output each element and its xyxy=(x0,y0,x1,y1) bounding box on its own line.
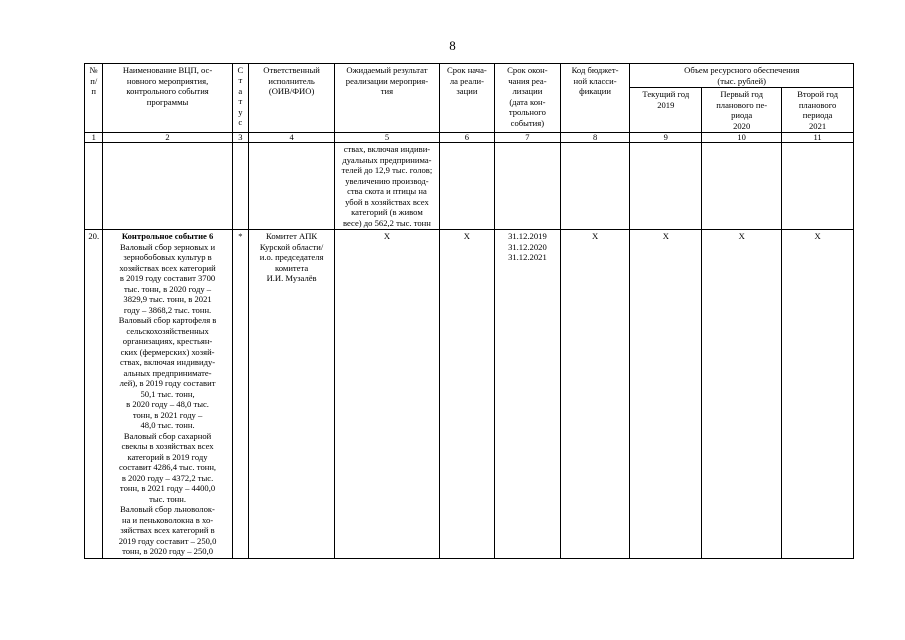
header-year-current: Текущий год 2019 xyxy=(630,88,702,133)
col-num-11: 11 xyxy=(782,133,854,143)
col-num-4: 4 xyxy=(249,133,335,143)
column-number-row xyxy=(85,133,854,143)
header-year-first: Первый год планового пе- риода 2020 xyxy=(702,88,782,133)
page-number: 8 xyxy=(449,38,456,53)
col-num-1: 1 xyxy=(85,133,103,143)
header-year-second: Второй год планового периода 2021 xyxy=(782,88,854,133)
control-event-title: Контрольное событие 6 xyxy=(121,231,214,241)
row-name-cell xyxy=(103,230,232,559)
row-num: 20. xyxy=(85,230,103,559)
header-num: № п/ п xyxy=(85,64,103,133)
col-num-3: 3 xyxy=(232,133,248,143)
header-expected: Ожидаемый результат реализации мероприя- тия xyxy=(335,64,440,133)
col-num-9: 9 xyxy=(630,133,702,143)
header-resources: Объем ресурсного обеспечения (тыс. рублей) xyxy=(630,64,854,88)
row-year-second: Х xyxy=(782,230,854,559)
row-start: Х xyxy=(439,230,494,559)
program-table xyxy=(84,63,854,559)
row-expected: Х xyxy=(335,230,440,559)
row-year-current: Х xyxy=(630,230,702,559)
col-num-6: 6 xyxy=(439,133,494,143)
header-status: С т а т у с xyxy=(232,64,248,133)
continuation-row xyxy=(85,143,854,230)
row-end: 31.12.2019 31.12.2020 31.12.2021 xyxy=(495,230,561,559)
row-budget-code: Х xyxy=(560,230,630,559)
header-start: Срок нача- ла реали- зации xyxy=(439,64,494,133)
col-num-5: 5 xyxy=(335,133,440,143)
col-num-8: 8 xyxy=(560,133,630,143)
row-responsible: Комитет АПК Курской области/ и.о. председателя комитета И.И. Музалёв xyxy=(249,230,335,559)
header-responsible: Ответственный исполнитель (ОИВ/ФИО) xyxy=(249,64,335,133)
col-num-2: 2 xyxy=(103,133,232,143)
row-status: * xyxy=(232,230,248,559)
col-num-7: 7 xyxy=(495,133,561,143)
col-num-10: 10 xyxy=(702,133,782,143)
header-end: Срок окон- чания реа- лизации (дата кон- трольного события) xyxy=(495,64,561,133)
continuation-expected: ствах, включая индиви- дуальных предпринима- телей до 12,9 тыс. голов; увеличению производ- ства скота и птицы на убой в хозяйствах всех категорий (в живом весе) до 562,2 тыс. тонн xyxy=(335,143,440,230)
header-name: Наименование ВЦП, ос- новного мероприятия, контрольного события программы xyxy=(103,64,232,133)
control-event-description: Валовый сбор зерновых и зернобобовых культур в хозяйствах всех категорий в 2019 году составит 3700 тыс. тонн, в 2020 году – 3829,9 тыс. тонн, в 2021 году – 3868,2 тыс. тонн. Валовый сбор картофеля в сельскохозяйственных организациях, крестьян- ских (фермерских) хозяй- ствах, включая индивиду- альных предпринимате- лей), в 2019 году составит 50,1 тыс. тонн, в 2020 году – 48,0 тыс. тонн, в 2021 году – 48,0 тыс. тонн. Валовый сбор сахарной свеклы в хозяйствах всех категорий в 2019 году составит 4286,4 тыс. тонн, в 2020 году – 4372,2 тыс. тонн, в 2021 году – 4400,0 тыс. тонн. Валовый сбор льноволок- на и пеньковолокна в хо- зяйствах всех категорий в 2019 году составит – 250,0 тонн, в 2020 году – 250,0 xyxy=(118,241,217,556)
row-year-first: Х xyxy=(702,230,782,559)
header-budget-code: Код бюджет- ной класси- фикации xyxy=(560,64,630,133)
header-row-1 xyxy=(85,64,854,88)
table-row-20 xyxy=(85,230,854,559)
